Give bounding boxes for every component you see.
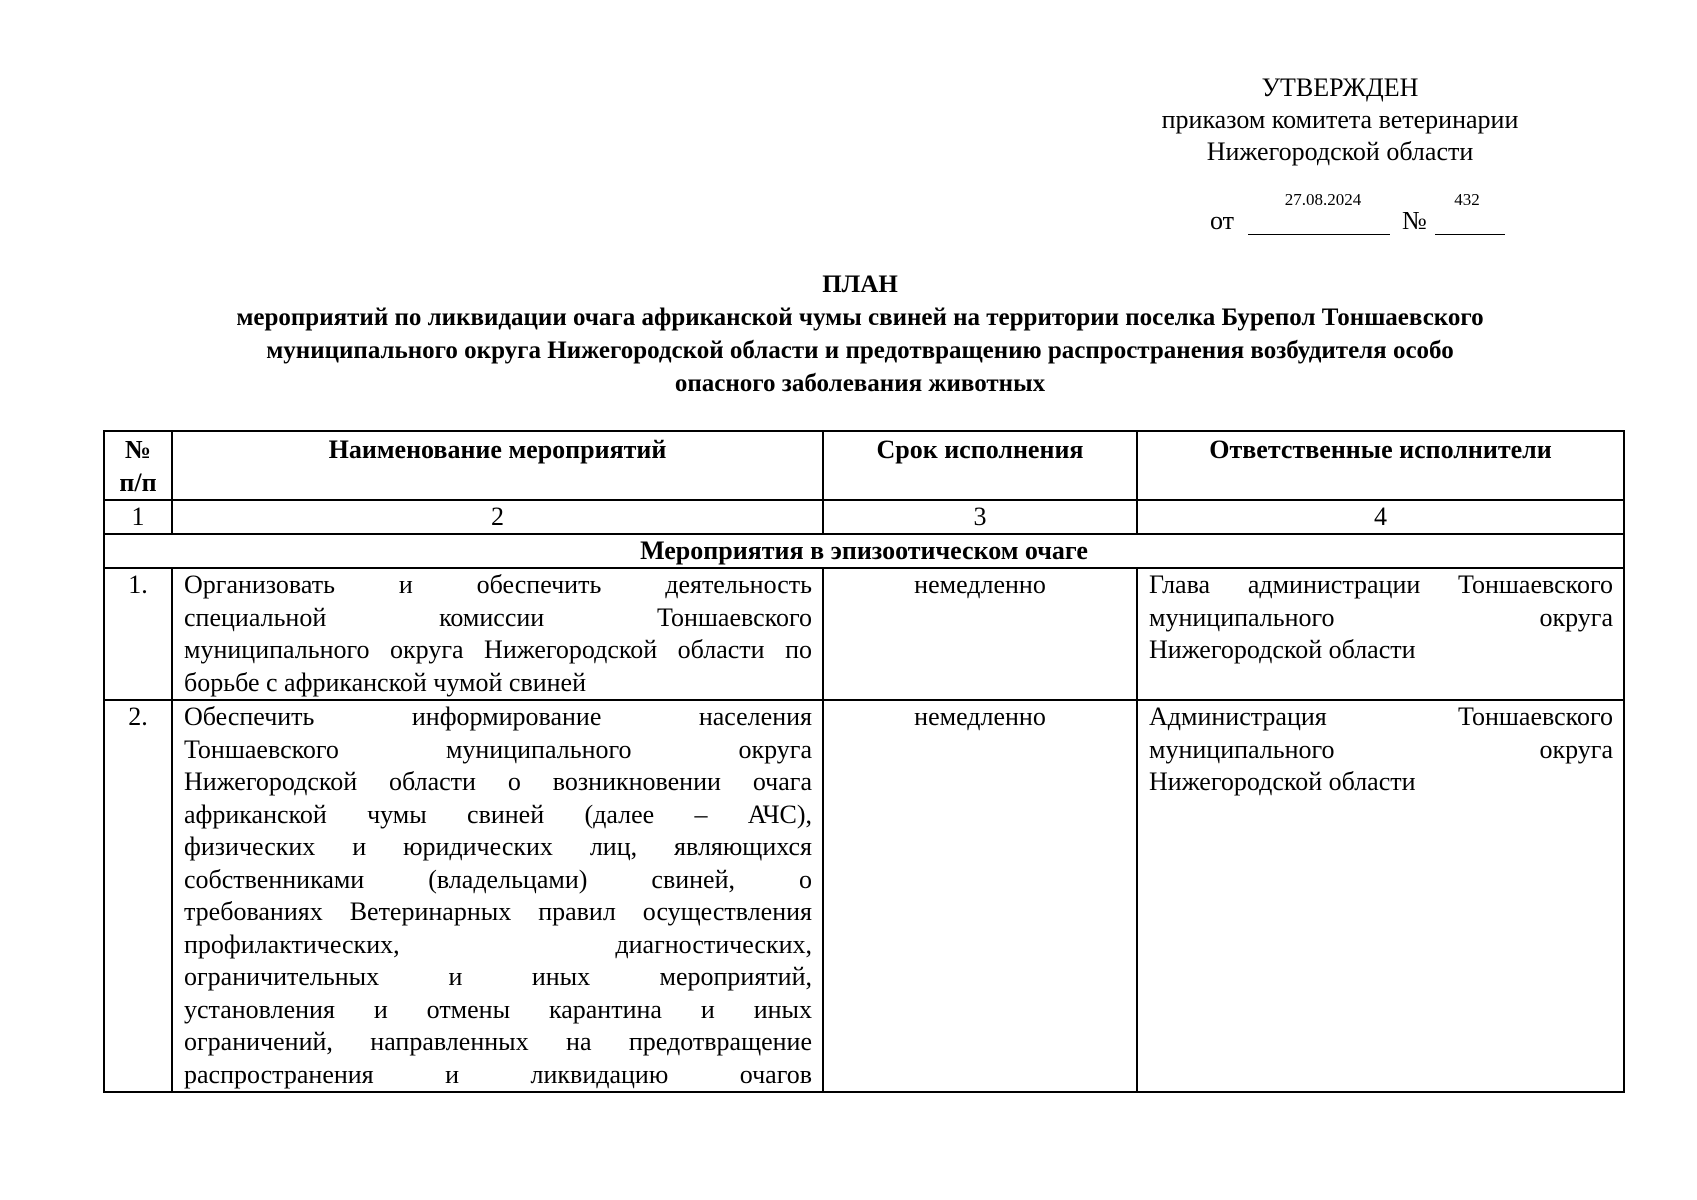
responsible-line: муниципального округа xyxy=(1149,602,1613,632)
header-num-line2: п/п xyxy=(119,467,157,497)
column-number-2: 2 xyxy=(172,500,823,534)
activity-line: специальной комиссии Тоншаевского xyxy=(184,602,812,632)
row-activity xyxy=(172,568,823,700)
header-num-line1: № xyxy=(124,435,152,464)
row-responsible xyxy=(1137,568,1624,700)
activity-line: ограничений, направленных на предотвращение xyxy=(184,1027,812,1056)
column-number-3: 3 xyxy=(823,500,1137,534)
approval-order: приказом комитета ветеринарии xyxy=(1161,105,1519,134)
table-row xyxy=(104,568,1624,700)
activity-line: собственниками (владельцами) свиней, о xyxy=(184,864,812,894)
responsible-line: Администрация Тоншаевского xyxy=(1149,702,1613,731)
activity-line: требованиях Ветеринарных правил осуществления xyxy=(184,897,812,926)
number-underline xyxy=(1435,234,1505,235)
row-responsible xyxy=(1137,700,1624,1092)
activity-line: Нижегородской области о возникновении очага xyxy=(184,767,812,796)
date-underline xyxy=(1248,234,1390,235)
order-date: 27.08.2024 xyxy=(1284,190,1362,209)
title-line-2: муниципального округа Нижегородской области и предотвращению распространения возбудителя особо xyxy=(266,337,1454,364)
activity-line: установления и отмены карантина и иных xyxy=(184,994,812,1024)
responsible-line: Нижегородской области xyxy=(1149,635,1416,664)
approval-region: Нижегородской области xyxy=(1206,137,1474,166)
order-date-number xyxy=(1210,190,1610,240)
date-prefix: от xyxy=(1210,206,1235,235)
header-num xyxy=(104,431,172,500)
column-number-4: 4 xyxy=(1137,500,1624,534)
header-name: Наименование мероприятий xyxy=(172,431,823,500)
table-row xyxy=(104,700,1624,1092)
column-numbers-row xyxy=(104,500,1624,534)
row-term: немедленно xyxy=(823,700,1137,1092)
activity-line: физических и юридических лиц, являющихся xyxy=(184,832,812,861)
activity-line: профилактических, диагностических, xyxy=(184,929,812,959)
activity-line: африканской чумы свиней (далее – АЧС), xyxy=(184,799,812,829)
title-heading: ПЛАН xyxy=(822,271,898,298)
table-header-row xyxy=(104,431,1624,500)
activity-line: борьбе с африканской чумой свиней xyxy=(184,667,587,697)
activity-line: Тоншаевского муниципального округа xyxy=(184,734,812,764)
row-activity xyxy=(172,700,823,1092)
number-sign: № xyxy=(1402,206,1427,235)
activity-line: Организовать и обеспечить деятельность xyxy=(184,570,812,599)
approval-block xyxy=(1100,72,1580,168)
responsible-line: Нижегородской области xyxy=(1149,767,1416,796)
activity-line: Обеспечить информирование населения xyxy=(184,702,812,731)
activity-line: ограничительных и иных мероприятий, xyxy=(184,962,812,991)
row-number: 2. xyxy=(104,700,172,1092)
row-number: 1. xyxy=(104,568,172,700)
title-line-3: опасного заболевания животных xyxy=(674,370,1046,397)
responsible-line: муниципального округа xyxy=(1149,734,1613,764)
header-responsible: Ответственные исполнители xyxy=(1137,431,1624,500)
plan-table xyxy=(103,430,1625,1093)
column-number-1: 1 xyxy=(104,500,172,534)
header-term: Срок исполнения xyxy=(823,431,1137,500)
row-term: немедленно xyxy=(823,568,1137,700)
activity-line: распространения и ликвидацию очагов xyxy=(184,1059,812,1089)
document-title xyxy=(100,268,1620,400)
order-number: 432 xyxy=(1454,190,1480,209)
title-line-1: мероприятий по ликвидации очага африканской чумы свиней на территории поселка Бурепол Тоншаевского xyxy=(236,304,1484,331)
section-row xyxy=(104,534,1624,568)
responsible-line: Глава администрации Тоншаевского xyxy=(1149,570,1613,599)
section-title: Мероприятия в эпизоотическом очаге xyxy=(104,534,1624,568)
activity-line: муниципального округа Нижегородской области по xyxy=(184,635,812,664)
approval-status: УТВЕРЖДЕН xyxy=(1261,73,1419,102)
